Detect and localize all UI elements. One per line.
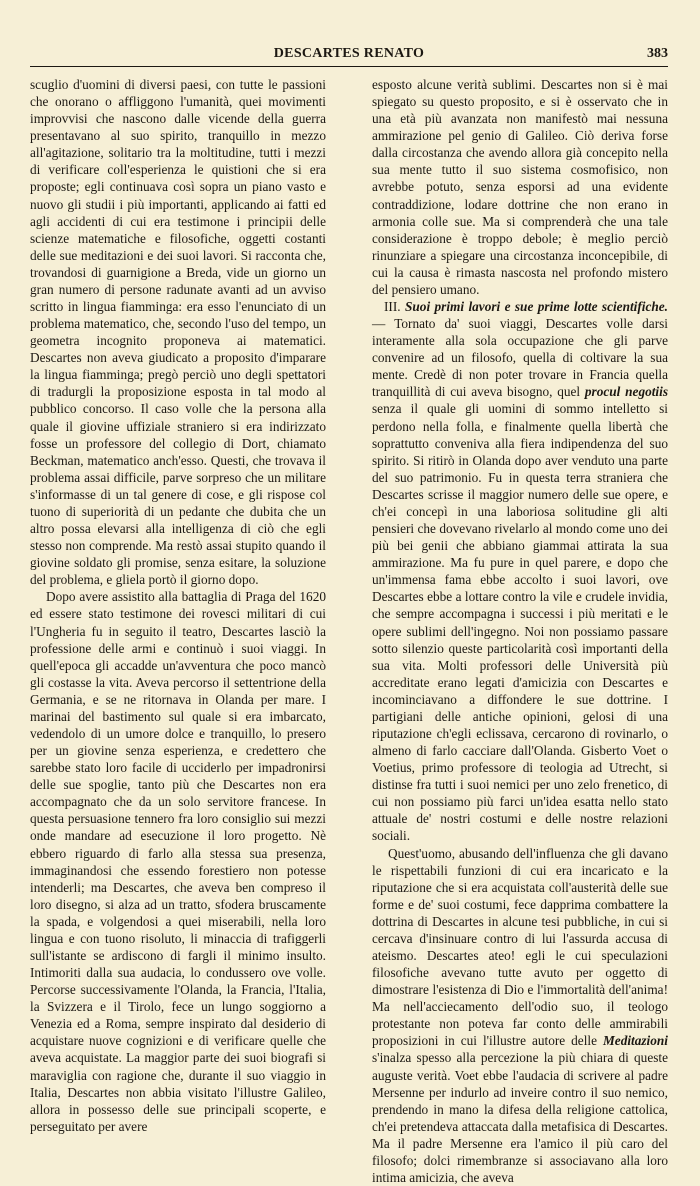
left-column xyxy=(30,76,326,1134)
paragraph-text: Quest'uomo, abusando dell'influenza che gli davano le rispettabili funzioni di cui era incaricato e la riputazione che si era acquistata coll'austerità delle sue forme e de' suoi costumi, fece dapprima combattere la dottrina di Descartes in alcune tesi pubbliche, in cui si cercava d'insinuare contro di lui l'assurda accusa di ateismo. Descartes ateo! egli le cui speculazioni filosofiche avevano tutte avuto per oggetto di dimostrare l'esistenza di Dio e l'immortalità dell'anima! Ma nell'acciecamento dell'odio suo, il teologo protestante non poteva far conto delle ammirabili proposizioni in cui l'illustre autore delle xyxy=(372,845,668,1049)
section-paragraph xyxy=(372,298,668,845)
work-title: Meditazioni xyxy=(602,1033,668,1049)
section-number: III. xyxy=(384,299,401,315)
section-text: — Tornato da' suoi viaggi, Descartes volle darsi interamente alla sola occupazione che gli parve convenire ad un filosofo, quella di coltivare la sua mente. Credè di non poter trovare in Francia quella tranquillità di cui aveva bisogno, quel xyxy=(372,316,668,400)
latin-phrase: procul negotiis xyxy=(584,384,668,400)
running-head xyxy=(30,44,668,67)
paragraph: scuglio d'uomini di diversi paesi, con tutte le passioni che onorano o affliggono l'umanità, quei movimenti improvvisi che nascono dalle vicende della guerra presentavano al suo spirito, tranquillo in mezzo all'agitazione, solitario tra la moltitudine, tutti i mezzi di verificare coll'esperienza le quistioni che si era proposte; egli continuava così sopra un piano vasto e nuovo gli studii i più importanti, applicando ai fatti ed agli accidenti di cui era testimone i principii delle scienze matematiche e filosofiche, oggetti costanti delle sue meditazioni e dei suoi lavori. Si racconta che, trovandosi di guarnigione a Breda, vide un giorno un gran numero di persone radunate avanti ad un avviso scritto in lingua fiamminga: era esso l'enunciato di un problema matematico, che, secondo l'uso del tempo, un geometra incognito proponeva ai matematici. Descartes non aveva giudicato a proposito d'imparare la lingua fiamminga; pregò perciò uno degli spettatori di tradurgli la proposizione esposta in tal modo al pubblico concorso. Il caso volle che la persona alla quale il giovine uffiziale straniero si era indirizzato fosse un professore del collegio di Dort, chiamato Beckman, matematico anch'esso. Questi, che trovava il problema assai difficile, parve sorpreso che un militare s'informasse di un tal genere di cose, e gli rispose col tuono di superiorità di un pedante che dubita che un altro possa elevarsi alla intelligenza di ciò che egli stesso non comprende. Ma restò assai stupito quando il giovine soldato gli promise, senza esitare, la soluzione del problema, e gliela portò il giorno dopo. xyxy=(30,77,326,588)
section-title: Suoi primi lavori e sue prime lotte scientifiche. xyxy=(405,299,668,315)
paragraph: esposto alcune verità sublimi. Descartes non si è mai spiegato su questo proposito, e si è osservato che in una età più avanzata non manifestò mai nessuna ammirazione pel genio di Galileo. Ciò deriva forse dalla circostanza che avendo allora già concepito nella sua mente tutto il suo sistema cosmofisico, non avrebbe potuto, senza esporsi ad una evidente contraddizione, lodare dottrine che non erano in armonia colle sue. Ma si comprenderà che una tale considerazione è troppo debole; è meglio perciò rinunziare a spiegare una circostanza inconcepibile, di cui la causa è rimasta nascosta nel profondo mistero del pensiero umano. xyxy=(372,77,668,297)
page-number: 383 xyxy=(647,46,668,61)
paragraph xyxy=(372,845,668,1186)
paragraph-text-continued: s'inalza spesso alla percezione la più chiara di queste auguste verità. Voet ebbe l'audacia di scrivere al padre Mersenne per indurlo ad inveire contro il suo nemico, prendendo in mano la difesa della religione cattolica, ch'ei pretendeva attaccata dalla metafisica di Descartes. Ma il padre Mersenne era l'amico il più caro del filosofo; dolci rimembranze si associavano alla loro intima amicizia, che aveva xyxy=(372,1050,668,1185)
right-column xyxy=(372,76,668,1185)
section-text-continued: senza il quale gli uomini di sommo intelletto si perdono nella folla, e finalmente quella libertà che soprattutto conveniva alla fiera indipendenza del suo spirito. Si ritirò in Olanda dopo aver venduto una parte del suo patrimonio. Fu in questa terra straniera che Descartes scrisse il maggior numero delle sue opere, e ch'ei concepì in una laboriosa solitudine gli alti pensieri che dovevano rivelarlo al mondo come uno dei più bei genii che abbiano giammai attirata la sua ammirazione. Ma fu pure in quel parere, e dopo che un'immensa fama ebbe accolto i suoi lavori, ove Descartes ebbe a lottare contro la vile e crudele invidia, che sempre accompagna i successi i più meritati e le opere sublimi dell'ingegno. Noi non possiamo passare sotto silenzio queste particolarità così importanti della sua vita. Molti professori delle Università più accreditate erano legati d'amicizia con Descartes e incominciavano a diffondere le sue dottrine. I partigiani delle antiche opinioni, gelosi di una riputazione ch'egli eclissava, cercarono di rovinarlo, o almeno di farlo cacciare dall'Olanda. Gisberto Voet o Voetius, primo professore di teologia ad Utrecht, si distinse fra tutti i suoi nemici per uno zelo frenetico, di cui non possiamo più farci un'idea esatta nello stato attuale de' nostri costumi e delle nostre relazioni sociali. xyxy=(372,401,668,844)
running-title: DESCARTES RENATO xyxy=(273,46,425,61)
paragraph: Dopo avere assistito alla battaglia di Praga del 1620 ed essere stato testimone dei rovesci militari di cui l'Ungheria fu in seguito il teatro, Descartes lasciò la professione delle armi e continuò i suoi viaggi. In quell'epoca gli accadde un'avventura che poco mancò gli costasse la vita. Aveva percorso il settentrione della Germania, e se ne ritornava in Olanda per mare. I marinai del bastimento sul quale si era imbarcato, vedendolo di un umore dolce e tranquillo, lo presero per un giovine senza esperienza, e credettero che sarebbe stato loro facile di ucciderlo per impadronirsi delle sue spoglie, tanto più che Descartes non era accompagnato che da un solo servitore francese. In questa persuasione tennero fra loro consiglio sui mezzi onde mandare ad esecuzione il loro progetto. Nè ebbero riguardo di farlo alla stessa sua presenza, immaginandosi che essendo forestiero non potesse intenderli; ma Descartes, che aveva ben compreso il loro disegno, si alza ad un tratto, sfodera bruscamente la spada, e volgendosi a quei miserabili, nella loro lingua e con tuono risoluto, li minaccia di trafiggerli sull'istante se ardiscono di fargli il minimo insulto. Intimoriti dalla sua audacia, lo condussero ove volle. Percorse successivamente l'Olanda, la Francia, l'Italia, la Svizzera e il Tirolo, fece un lungo soggiorno a Venezia ed a Roma, sempre inspirato dal desiderio di acquistare nuove cognizioni e di verificare quelle che aveva acquistate. La maggior parte dei suoi biografi si maraviglia con ragione che, durante il suo viaggio in Italia, Descartes non abbia visitato l'illustre Galileo, allora in possesso delle sue principali scoperte, e perseguitato per avere xyxy=(30,589,326,1134)
